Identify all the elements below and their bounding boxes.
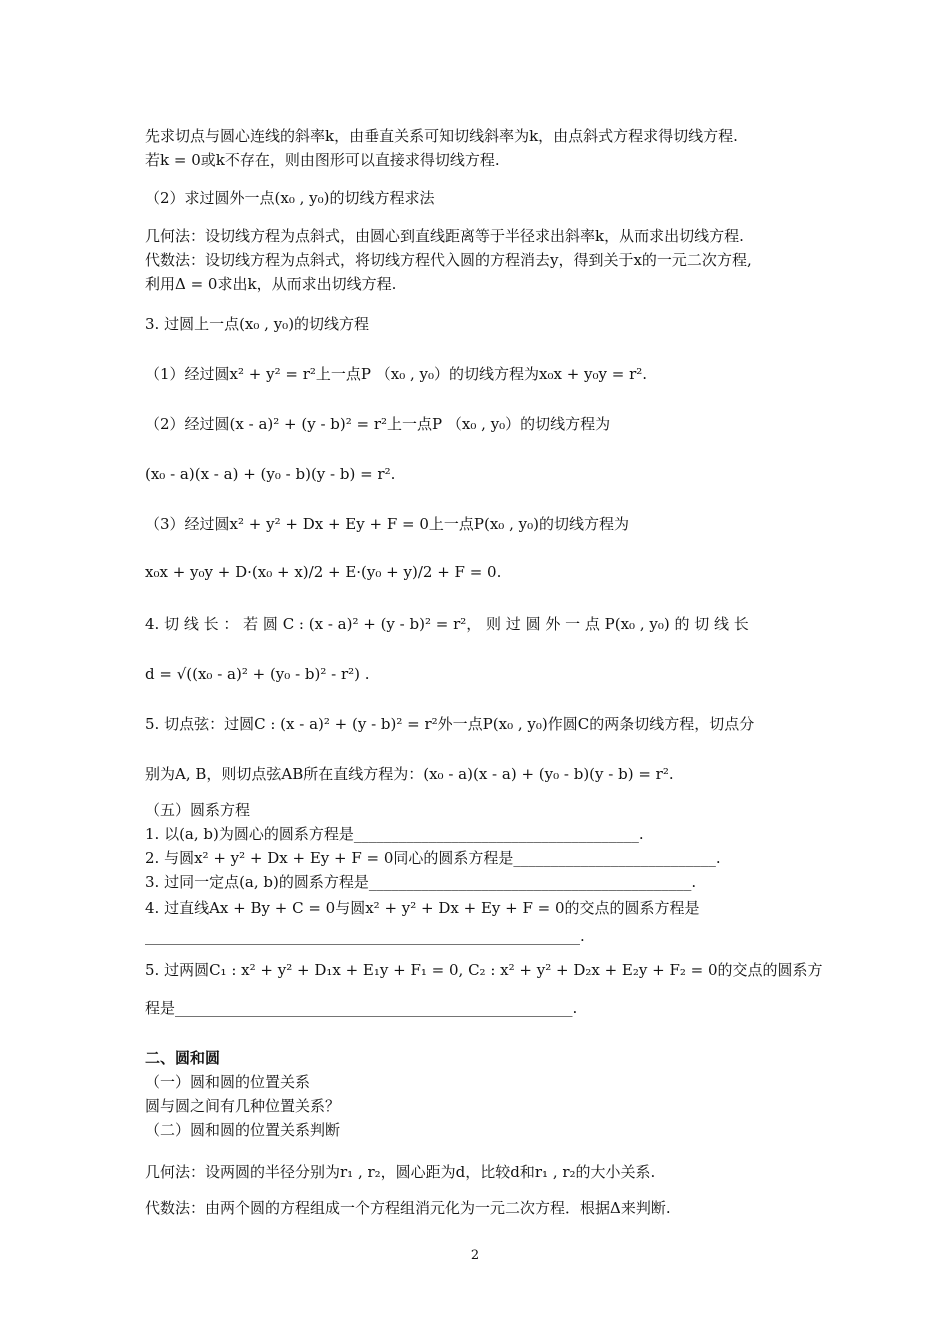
- text-line: x₀x + y₀y + D·(x₀ + x)/2 + E·(y₀ + y)/2 + F = 0.: [145, 563, 502, 581]
- text-line: 3. 过圆上一点(x₀ , y₀)的切线方程: [145, 315, 370, 333]
- text-line: （2）经过圆(x - a)² + (y - b)² = r²上一点P （x₀ , y₀）的切线方程为: [145, 415, 611, 433]
- text-line: 3. 过同一定点(a, b)的圆系方程是___________________________________________.: [145, 873, 697, 891]
- text-line: （3）经过圆x² + y² + Dx + Ey + F = 0上一点P(x₀ , y₀)的切线方程为: [145, 515, 629, 533]
- text-line: __________________________________________________________.: [145, 927, 585, 945]
- text-line: d = √((x₀ - a)² + (y₀ - b)² - r²) .: [145, 665, 370, 683]
- text-line: 5. 过两圆C₁ : x² + y² + D₁x + E₁y + F₁ = 0, C₂ : x² + y² + D₂x + E₂y + F₂ = 0的交点的圆系方: [145, 961, 823, 979]
- text-line: 代数法：由两个圆的方程组成一个方程组消元化为一元二次方程．根据Δ来判断.: [145, 1199, 671, 1217]
- text-line: （1）经过圆x² + y² = r²上一点P （x₀ , y₀）的切线方程为x₀x + y₀y = r².: [145, 365, 648, 383]
- text-line: 圆与圆之间有几种位置关系？: [145, 1097, 341, 1115]
- text-line: 2. 与圆x² + y² + Dx + Ey + F = 0同心的圆系方程是___________________________.: [145, 849, 721, 867]
- text-line: 4. 过直线Ax + By + C = 0与圆x² + y² + Dx + Ey + F = 0的交点的圆系方程是: [145, 899, 700, 917]
- text-line: 1. 以(a, b)为圆心的圆系方程是______________________________________.: [145, 825, 644, 843]
- text-line: （一）圆和圆的位置关系: [145, 1073, 311, 1091]
- text-line: 5. 切点弦：过圆C : (x - a)² + (y - b)² = r²外一点P(x₀ , y₀)作圆C的两条切线方程，切点分: [145, 715, 755, 733]
- text-line: （2）求过圆外一点(x₀ , y₀)的切线方程求法: [145, 189, 435, 207]
- text-line: 利用Δ = 0求出k，从而求出切线方程.: [145, 275, 397, 293]
- text-line: 别为A, B，则切点弦AB所在直线方程为：(x₀ - a)(x - a) + (y₀ - b)(y - b) = r².: [145, 765, 674, 783]
- page-number: 2: [470, 1248, 480, 1263]
- text-line: 代数法：设切线方程为点斜式，将切线方程代入圆的方程消去y，得到关于x的一元二次方程,: [145, 251, 752, 269]
- text-line: （五）圆系方程: [145, 801, 251, 819]
- text-line: 先求切点与圆心连线的斜率k，由垂直关系可知切线斜率为k，由点斜式方程求得切线方程.: [145, 127, 738, 145]
- section-heading: 二、圆和圆: [145, 1049, 221, 1067]
- text-line: 程是_____________________________________________________.: [145, 999, 578, 1017]
- text-line: 几何法：设切线方程为点斜式，由圆心到直线距离等于半径求出斜率k，从而求出切线方程.: [145, 227, 744, 245]
- text-line: (x₀ - a)(x - a) + (y₀ - b)(y - b) = r².: [145, 465, 396, 483]
- text-line: 4. 切 线 长 ： 若 圆 C : (x - a)² + (y - b)² = r²， 则 过 圆 外 一 点 P(x₀ , y₀) 的 切 线 长: [145, 615, 749, 633]
- text-line: （二）圆和圆的位置关系判断: [145, 1121, 341, 1139]
- text-line: 若k = 0或k不存在，则由图形可以直接求得切线方程.: [145, 151, 500, 169]
- text-line: 几何法：设两圆的半径分别为r₁ , r₂，圆心距为d，比较d和r₁ , r₂的大小关系.: [145, 1163, 656, 1181]
